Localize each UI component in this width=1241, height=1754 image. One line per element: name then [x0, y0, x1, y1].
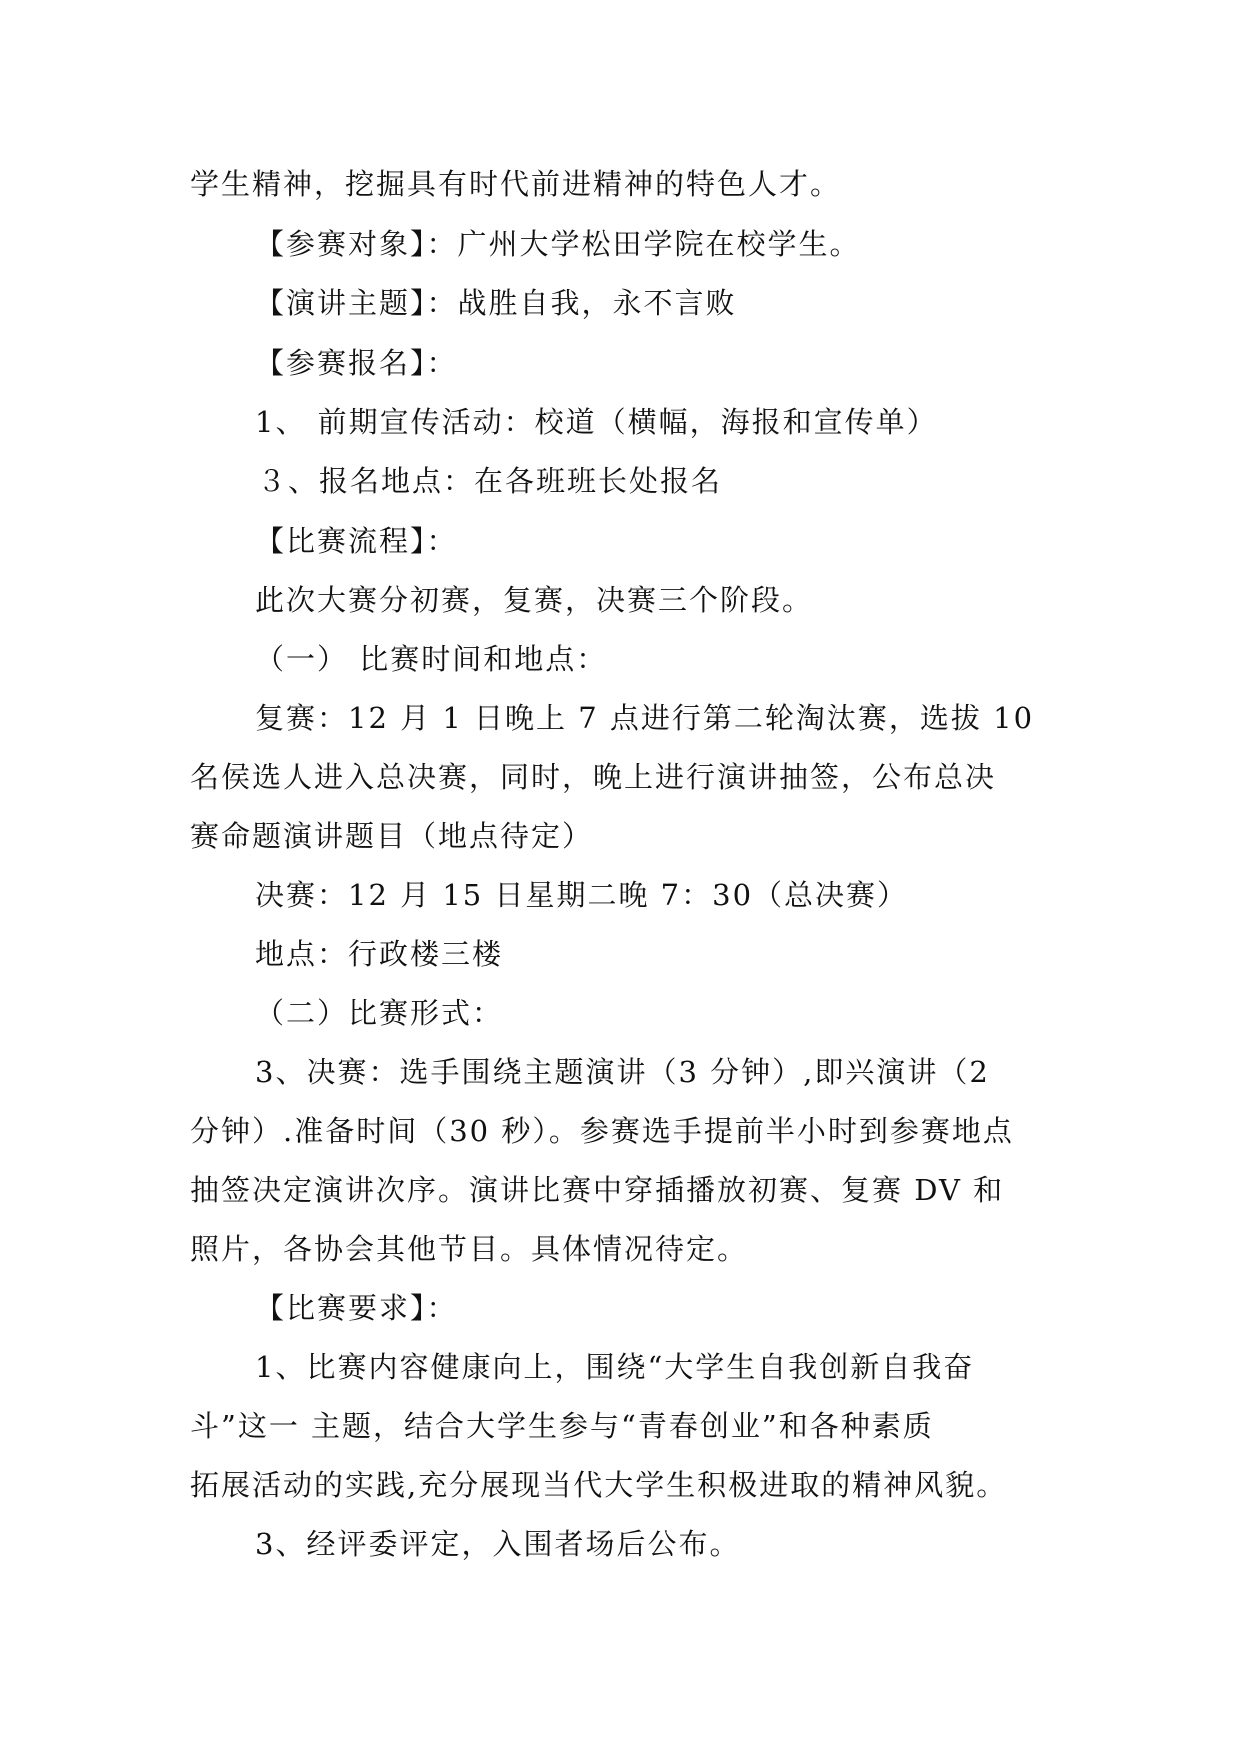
text-line: 斗”这一 主题，结合大学生参与“青春创业”和各种素质	[190, 1409, 934, 1443]
text-line: 此次大赛分初赛，复赛，决赛三个阶段。	[255, 583, 814, 617]
text-line: 3、决赛：选手围绕主题演讲（3 分钟）,即兴演讲（2	[255, 1055, 990, 1089]
text-line: 1、 前期宣传活动：校道（横幅，海报和宣传单）	[255, 405, 938, 439]
text-line: （一） 比赛时间和地点：	[255, 642, 608, 676]
text-line: 抽签决定演讲次序。演讲比赛中穿插播放初赛、复赛 DV 和	[190, 1173, 1005, 1207]
text-line: 拓展活动的实践,充分展现当代大学生积极进取的精神风貌。	[190, 1468, 1008, 1502]
text-line: 地点：行政楼三楼	[255, 937, 504, 971]
text-line: 【比赛流程】：	[255, 524, 458, 558]
text-line: 照片，各协会其他节目。具体情况待定。	[190, 1232, 749, 1266]
text-line: 复赛：12 月 1 日晚上 7 点进行第二轮淘汰赛，选拔 10	[255, 701, 1035, 735]
text-line: 赛命题演讲题目（地点待定）	[190, 819, 594, 853]
text-line: ３、报名地点：在各班班长处报名	[257, 464, 723, 498]
text-line: 【参赛报名】：	[255, 346, 458, 380]
text-line: 名侯选人进入总决赛，同时，晚上进行演讲抽签，公布总决	[190, 760, 997, 794]
text-line: 学生精神，挖掘具有时代前进精神的特色人才。	[190, 167, 842, 201]
text-line: 3、经评委评定，入围者场后公布。	[255, 1527, 741, 1561]
text-line: （二）比赛形式：	[255, 996, 504, 1030]
text-line: 【比赛要求】：	[255, 1291, 458, 1325]
text-line: 分钟）.准备时间（30 秒）。参赛选手提前半小时到参赛地点	[190, 1114, 1014, 1148]
text-line: 1、比赛内容健康向上，围绕“大学生自我创新自我奋	[255, 1350, 975, 1384]
text-line: 决赛：12 月 15 日星期二晚 7：30（总决赛）	[255, 878, 909, 912]
text-line: 【参赛对象】：广州大学松田学院在校学生。	[255, 227, 861, 261]
text-line: 【演讲主题】：战胜自我，永不言败	[255, 286, 737, 320]
